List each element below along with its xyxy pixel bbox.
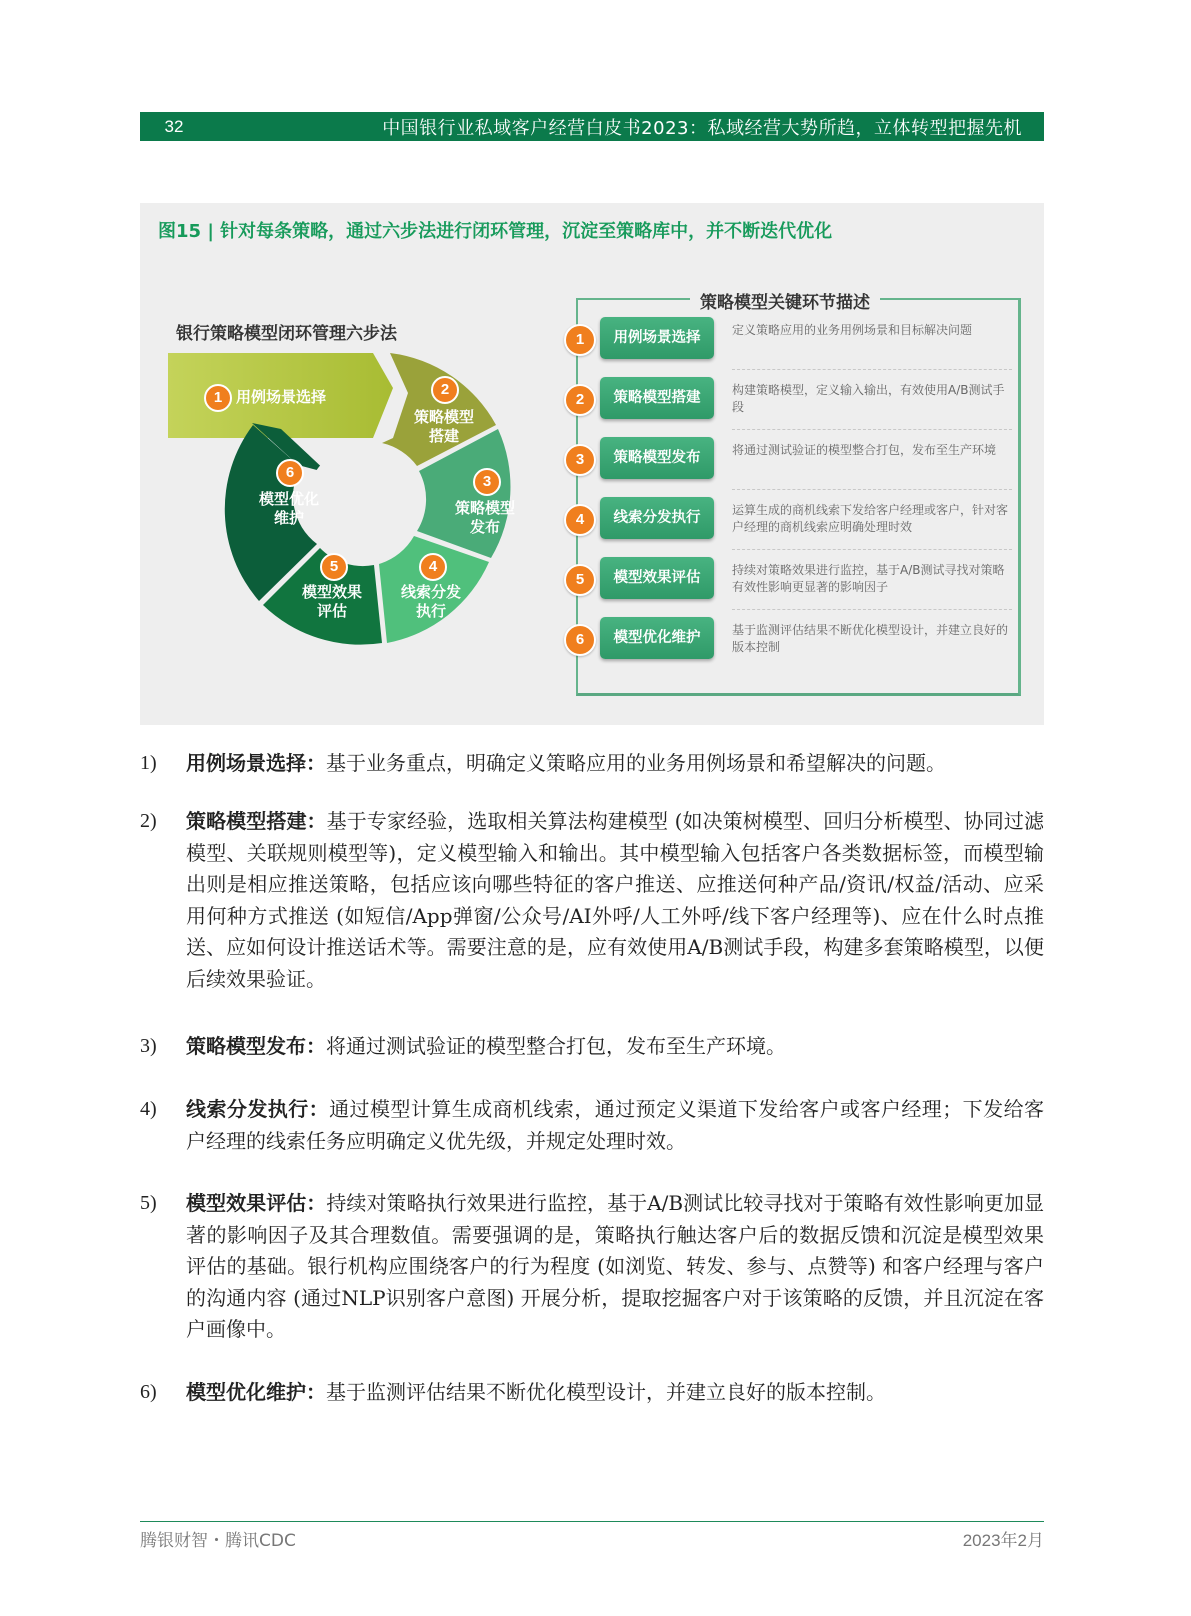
item-text: 基于监测评估结果不断优化模型设计，并建立良好的版本控制。 [326,1380,886,1404]
item-body [186,748,1044,780]
step-4-label: 线索分发 执行 [401,583,462,620]
row-number-badge: 6 [564,624,596,656]
description-row [575,368,1018,430]
key-steps-title: 策略模型关键环节描述 [690,288,880,313]
row-number-badge: 2 [564,384,596,416]
item-text: 基于业务重点，明确定义策略应用的业务用例场景和希望解决的问题。 [326,751,946,775]
row-description: 定义策略应用的业务用例场景和目标解决问题 [732,323,973,337]
row-step-button: 模型效果评估 [600,557,714,599]
header-title: 中国银行业私域客户经营白皮书2023：私域经营大势所趋，立体转型把握先机 [382,117,1022,139]
item-number: 4) [140,1098,157,1120]
item-body [186,1188,1044,1346]
row-number-badge: 4 [564,504,596,536]
row-description: 运算生成的商机线索下发给客户经理或客户，针对客户经理的商机线索应明确处理时效 [732,503,1009,534]
item-body [186,1094,1044,1157]
item-heading: 策略模型搭建： [186,809,327,833]
description-row [575,488,1018,550]
row-description: 持续对策略效果进行监控，基于A/B测试寻找对策略有效性影响更显著的影响因子 [732,563,1005,594]
step-4-badge: 4 [419,553,447,581]
row-number-badge: 3 [564,444,596,476]
step-6-label: 模型优化 维护 [259,490,320,527]
item-number: 3) [140,1035,157,1057]
step-1-badge: 1 [204,384,232,412]
step-5-badge: 5 [320,553,348,581]
description-row [575,608,1018,670]
header-bar [140,112,1044,141]
item-number: 2) [140,810,157,832]
description-row [575,428,1018,490]
item-text: 基于专家经验，选取相关算法构建模型 (如决策树模型、回归分析模型、协同过滤模型、关联规则模型等)，定义模型输入和输出。其中模型输入包括客户各类数据标签，而模型输出则是相应推送策略，包括应该向哪些特征的客户推送、应推送何种产品/资讯/权益/活动、应采用何种方式推送 (如短信/App弹窗/公众号/AI外呼/人工外呼/线下客户经理等)、应在什么时点推送、应如何设计推送话术等。需要注意的是，应有效使用A/B测试手段，构建多套策略模型，以便后续效果验证。 [186,809,1044,991]
row-step-button: 用例场景选择 [600,317,714,359]
item-heading: 线索分发执行： [186,1097,330,1121]
step-1-label: 用例场景选择 [236,388,327,406]
page-number: 32 [164,116,184,136]
description-row [575,548,1018,610]
footer-rule [140,1521,1044,1522]
item-heading: 模型优化维护： [186,1380,326,1404]
step-2-label: 策略模型 搭建 [414,408,475,445]
row-description: 将通过测试验证的模型整合打包，发布至生产环境 [732,443,997,457]
description-row [575,308,1018,370]
figure-caption: 图15 | 针对每条策略，通过六步法进行闭环管理，沉淀至策略库中，并不断迭代优化 [158,221,833,242]
item-heading: 用例场景选择： [186,751,326,775]
row-description: 构建策略模型，定义输入输出，有效使用A/B测试手段 [732,383,1005,414]
figure-panel [140,203,1044,725]
item-text: 通过模型计算生成商机线索，通过预定义渠道下发给客户或客户经理；下发给客户经理的线索任务应明确定义优先级，并规定处理时效。 [186,1097,1045,1153]
item-text: 将通过测试验证的模型整合打包，发布至生产环境。 [326,1034,786,1058]
row-step-button: 策略模型发布 [600,437,714,479]
step-3-label: 策略模型 发布 [455,499,516,536]
item-body [186,806,1044,995]
row-step-button: 模型优化维护 [600,617,714,659]
cycle-title: 银行策略模型闭环管理六步法 [176,324,397,344]
key-steps-description-box [575,293,1021,696]
row-step-button: 策略模型搭建 [600,377,714,419]
step-6-badge: 6 [276,459,304,487]
row-step-button: 线索分发执行 [600,497,714,539]
row-description: 基于监测评估结果不断优化模型设计，并建立良好的版本控制 [732,623,1009,654]
step-2-badge: 2 [431,376,459,404]
footer-left: 腾银财智・腾讯CDC [140,1531,296,1551]
item-heading: 策略模型发布： [186,1034,326,1058]
item-number: 6) [140,1381,157,1403]
item-heading: 模型效果评估： [186,1191,327,1215]
six-step-cycle-diagram [168,353,548,653]
item-number: 1) [140,752,157,774]
item-body [186,1031,1044,1063]
item-text: 持续对策略执行效果进行监控，基于A/B测试比较寻找对于策略有效性影响更加显著的影响因子及其合理数值。需要强调的是，策略执行触达客户后的数据反馈和沉淀是模型效果评估的基础。银行机构应围绕客户的行为程度 (如浏览、转发、参与、点赞等) 和客户经理与客户的沟通内容 (通过NLP识别客户意图) 开展分析，提取挖掘客户对于该策略的反馈，并且沉淀在客户画像中。 [186,1191,1045,1341]
footer-date: 2023年2月 [962,1531,1044,1550]
row-number-badge: 5 [564,564,596,596]
item-body [186,1377,1044,1409]
row-number-badge: 1 [564,324,596,356]
step-3-badge: 3 [473,468,501,496]
step-5-label: 模型效果 评估 [302,583,363,620]
item-number: 5) [140,1192,157,1214]
